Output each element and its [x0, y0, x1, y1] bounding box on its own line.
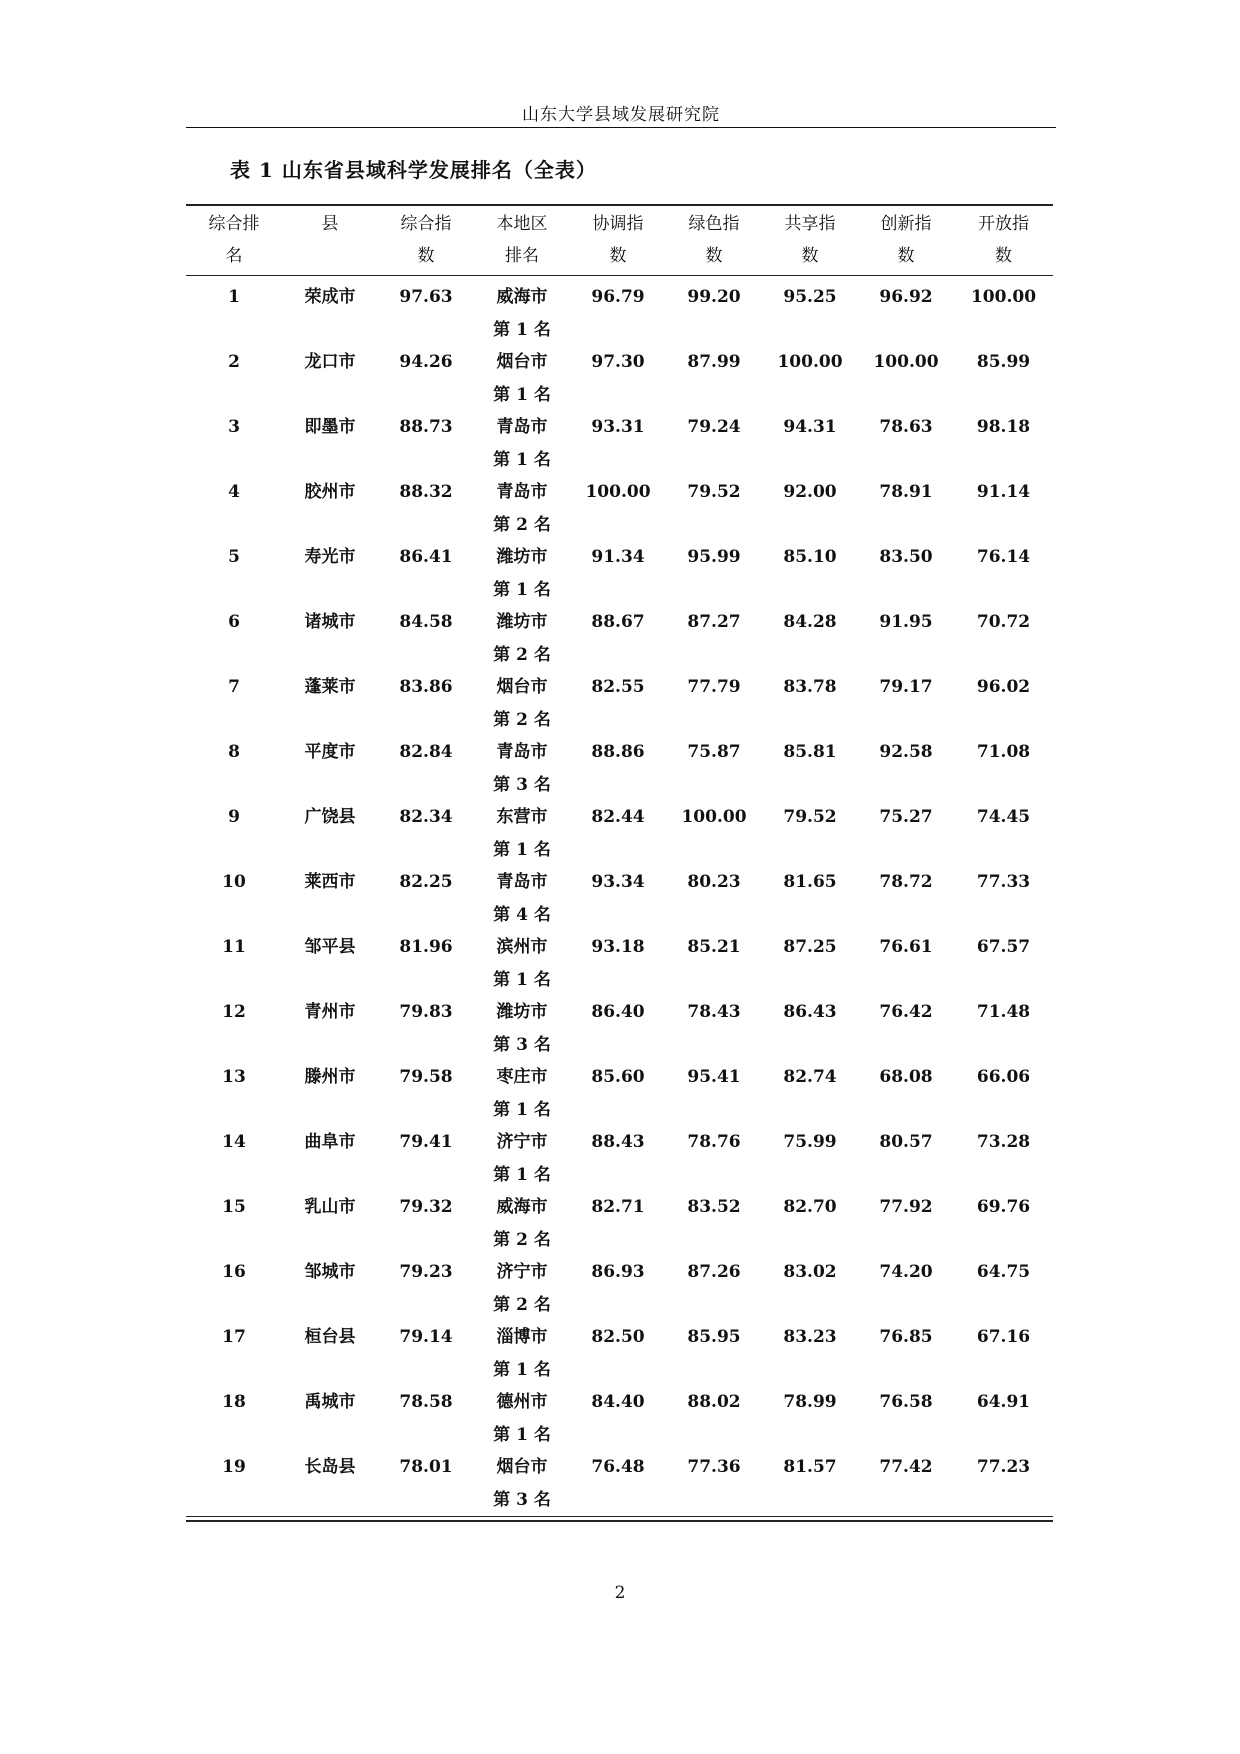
coordination-index-cell: 100.00 — [585, 482, 651, 502]
coordination-index-cell: 97.30 — [591, 352, 645, 372]
region-name: 青岛市 — [496, 482, 548, 502]
region-rank-cell — [474, 1256, 570, 1321]
region-name: 烟台市 — [496, 1457, 548, 1477]
table-header-row — [186, 206, 1053, 274]
innovation-index-cell: 77.92 — [879, 1197, 933, 1217]
region-name: 青岛市 — [496, 742, 548, 762]
column-header-line: 数 — [609, 246, 627, 266]
openness-index-cell: 71.48 — [976, 1002, 1031, 1022]
table-row — [186, 1061, 1053, 1126]
innovation-index-cell: 78.72 — [879, 872, 933, 892]
ranking-table-body — [186, 276, 1053, 1516]
rank-cell: 14 — [222, 1132, 246, 1152]
innovation-index-cell: 91.95 — [879, 612, 933, 632]
green-index-cell: 85.21 — [687, 937, 741, 957]
coordination-index-cell: 93.18 — [591, 937, 645, 957]
region-rank-cell — [474, 801, 570, 866]
green-index-cell: 77.36 — [687, 1457, 741, 1477]
table-row — [186, 1126, 1053, 1191]
coordination-index-cell: 82.44 — [591, 807, 645, 827]
rank-cell: 3 — [228, 417, 240, 437]
page-number: 2 — [614, 1583, 626, 1603]
composite-index-cell: 97.63 — [399, 287, 453, 307]
region-name: 威海市 — [496, 1197, 548, 1217]
green-index-cell: 100.00 — [681, 807, 747, 827]
green-index-cell: 85.95 — [687, 1327, 741, 1347]
region-rank-cell — [474, 1386, 570, 1451]
green-index-cell: 80.23 — [687, 872, 741, 892]
column-header-line: 排名 — [505, 246, 539, 266]
region-name: 烟台市 — [496, 677, 548, 697]
ranking-table-container — [186, 204, 1053, 1522]
table-row — [186, 671, 1053, 736]
openness-index-cell: 74.45 — [976, 807, 1031, 827]
coordination-index-cell: 91.34 — [591, 547, 645, 567]
region-rank: 第 2 名 — [493, 514, 551, 535]
openness-index-cell: 85.99 — [976, 352, 1031, 372]
innovation-index-cell: 76.42 — [879, 1002, 933, 1022]
region-name: 枣庄市 — [496, 1067, 548, 1087]
region-rank-cell — [474, 1451, 570, 1516]
table-row — [186, 866, 1053, 931]
region-name: 潍坊市 — [496, 1002, 548, 1022]
region-name: 滨州市 — [496, 937, 548, 957]
coordination-index-cell: 82.55 — [591, 677, 645, 697]
rank-cell: 6 — [228, 612, 240, 632]
column-header — [474, 206, 570, 274]
sharing-index-cell: 79.52 — [783, 807, 837, 827]
rank-cell: 9 — [228, 807, 240, 827]
region-rank-cell — [474, 346, 570, 411]
rank-cell: 16 — [222, 1262, 246, 1282]
column-header-line: 数 — [417, 246, 435, 266]
table-row — [186, 1321, 1053, 1386]
composite-index-cell: 79.83 — [399, 1002, 453, 1022]
innovation-index-cell: 78.91 — [879, 482, 933, 502]
region-rank: 第 1 名 — [493, 384, 551, 405]
county-cell: 桓台县 — [304, 1327, 356, 1347]
region-rank-cell — [474, 866, 570, 931]
region-rank: 第 3 名 — [493, 774, 551, 795]
region-rank-cell — [474, 1191, 570, 1256]
region-name: 淄博市 — [496, 1327, 548, 1347]
openness-index-cell: 69.76 — [976, 1197, 1031, 1217]
table-title: 表 1 山东省县域科学发展排名（全表） — [230, 158, 597, 182]
composite-index-cell: 86.41 — [399, 547, 453, 567]
region-name: 潍坊市 — [496, 612, 548, 632]
county-cell: 青州市 — [304, 1002, 356, 1022]
county-cell: 诸城市 — [304, 612, 356, 632]
column-header-line: 综合指 — [400, 214, 452, 234]
page-header: 山东大学县域发展研究院 — [522, 105, 720, 125]
region-rank-cell — [474, 671, 570, 736]
innovation-index-cell: 76.58 — [879, 1392, 933, 1412]
green-index-cell: 88.02 — [687, 1392, 741, 1412]
county-cell: 胶州市 — [304, 482, 356, 502]
table-row — [186, 476, 1053, 541]
openness-index-cell: 73.28 — [976, 1132, 1031, 1152]
column-header — [186, 206, 282, 274]
region-rank: 第 1 名 — [493, 319, 551, 340]
region-rank: 第 1 名 — [493, 1099, 551, 1120]
county-cell: 邹城市 — [304, 1262, 356, 1282]
column-header-line: 数 — [801, 246, 819, 266]
column-header-line: 开放指 — [978, 214, 1029, 234]
region-rank: 第 1 名 — [493, 1359, 551, 1380]
region-rank-cell — [474, 276, 570, 346]
coordination-index-cell: 96.79 — [591, 287, 645, 307]
green-index-cell: 95.41 — [687, 1067, 741, 1087]
innovation-index-cell: 76.85 — [879, 1327, 933, 1347]
openness-index-cell: 71.08 — [976, 742, 1031, 762]
green-index-cell: 75.87 — [687, 742, 741, 762]
column-header — [378, 206, 474, 274]
column-header-line: 数 — [995, 246, 1012, 266]
county-cell: 曲阜市 — [304, 1132, 356, 1152]
openness-index-cell: 64.91 — [976, 1392, 1031, 1412]
region-name: 青岛市 — [496, 872, 548, 892]
rank-cell: 4 — [228, 482, 240, 502]
rank-cell: 1 — [228, 287, 240, 307]
coordination-index-cell: 88.43 — [591, 1132, 645, 1152]
column-header-line: 数 — [897, 246, 915, 266]
column-header-line: 本地区 — [496, 214, 548, 234]
composite-index-cell: 82.34 — [399, 807, 453, 827]
table-row — [186, 1191, 1053, 1256]
sharing-index-cell: 85.10 — [783, 547, 837, 567]
coordination-index-cell: 85.60 — [591, 1067, 645, 1087]
rank-cell: 17 — [222, 1327, 246, 1347]
composite-index-cell: 94.26 — [399, 352, 453, 372]
column-header — [858, 206, 954, 274]
region-rank-cell — [474, 411, 570, 476]
composite-index-cell: 78.58 — [399, 1392, 453, 1412]
sharing-index-cell: 75.99 — [783, 1132, 837, 1152]
rank-cell: 11 — [222, 937, 246, 957]
sharing-index-cell: 81.65 — [783, 872, 837, 892]
region-name: 济宁市 — [496, 1262, 548, 1282]
sharing-index-cell: 83.78 — [783, 677, 837, 697]
sharing-index-cell: 92.00 — [783, 482, 837, 502]
county-cell: 即墨市 — [304, 417, 356, 437]
coordination-index-cell: 93.31 — [591, 417, 645, 437]
rank-cell: 10 — [222, 872, 246, 892]
table-row — [186, 606, 1053, 671]
green-index-cell: 99.20 — [687, 287, 741, 307]
region-rank: 第 1 名 — [493, 449, 551, 470]
openness-index-cell: 98.18 — [976, 417, 1031, 437]
composite-index-cell: 82.25 — [399, 872, 453, 892]
green-index-cell: 87.99 — [687, 352, 741, 372]
composite-index-cell: 81.96 — [399, 937, 453, 957]
county-cell: 平度市 — [304, 742, 356, 762]
table-bottom-rule-double — [186, 1520, 1053, 1522]
composite-index-cell: 79.41 — [399, 1132, 453, 1152]
region-rank: 第 3 名 — [493, 1034, 551, 1055]
green-index-cell: 77.79 — [687, 677, 741, 697]
region-rank: 第 2 名 — [493, 709, 551, 730]
county-cell: 邹平县 — [304, 937, 356, 957]
innovation-index-cell: 68.08 — [879, 1067, 933, 1087]
openness-index-cell: 67.16 — [976, 1327, 1031, 1347]
innovation-index-cell: 83.50 — [879, 547, 933, 567]
region-rank: 第 4 名 — [493, 904, 551, 925]
sharing-index-cell: 95.25 — [783, 287, 837, 307]
table-row — [186, 736, 1053, 801]
region-rank: 第 1 名 — [493, 839, 551, 860]
rank-cell: 15 — [222, 1197, 246, 1217]
innovation-index-cell: 96.92 — [879, 287, 933, 307]
innovation-index-cell: 79.17 — [879, 677, 933, 697]
coordination-index-cell: 86.93 — [591, 1262, 645, 1282]
coordination-index-cell: 76.48 — [591, 1457, 645, 1477]
region-rank: 第 3 名 — [493, 1489, 551, 1510]
green-index-cell: 79.24 — [687, 417, 741, 437]
region-rank: 第 1 名 — [493, 1164, 551, 1185]
county-cell: 龙口市 — [304, 352, 356, 372]
openness-index-cell: 66.06 — [976, 1067, 1031, 1087]
sharing-index-cell: 86.43 — [783, 1002, 837, 1022]
region-rank-cell — [474, 1061, 570, 1126]
composite-index-cell: 88.73 — [399, 417, 453, 437]
innovation-index-cell: 75.27 — [879, 807, 933, 827]
sharing-index-cell: 84.28 — [783, 612, 837, 632]
county-cell: 乳山市 — [304, 1197, 356, 1217]
ranking-table — [186, 206, 1053, 274]
table-row — [186, 931, 1053, 996]
region-rank: 第 1 名 — [493, 1424, 551, 1445]
column-header-line: 县 — [321, 214, 339, 234]
county-cell: 禹城市 — [304, 1392, 356, 1412]
innovation-index-cell: 74.20 — [879, 1262, 933, 1282]
table-row — [186, 1256, 1053, 1321]
region-rank-cell — [474, 996, 570, 1061]
column-header — [666, 206, 762, 274]
region-rank-cell — [474, 476, 570, 541]
column-header-line: 共享指 — [784, 214, 836, 234]
composite-index-cell: 82.84 — [399, 742, 453, 762]
green-index-cell: 78.76 — [687, 1132, 741, 1152]
column-header-line: 综合排 — [208, 214, 260, 234]
composite-index-cell: 88.32 — [399, 482, 453, 502]
header-rule — [186, 127, 1056, 128]
column-header — [570, 206, 666, 274]
column-header-line: 创新指 — [880, 214, 932, 234]
rank-cell: 18 — [222, 1392, 246, 1412]
innovation-index-cell: 100.00 — [873, 352, 939, 372]
innovation-index-cell: 80.57 — [879, 1132, 933, 1152]
composite-index-cell: 78.01 — [399, 1457, 453, 1477]
openness-index-cell: 64.75 — [976, 1262, 1031, 1282]
rank-cell: 8 — [228, 742, 240, 762]
table-row — [186, 1451, 1053, 1516]
region-rank: 第 2 名 — [493, 1229, 551, 1250]
region-rank: 第 1 名 — [493, 969, 551, 990]
column-header — [762, 206, 858, 274]
rank-cell: 2 — [228, 352, 240, 372]
openness-index-cell: 77.23 — [976, 1457, 1031, 1477]
region-name: 东营市 — [496, 807, 548, 827]
column-header-line: 绿色指 — [688, 214, 740, 234]
rank-cell: 5 — [228, 547, 240, 567]
coordination-index-cell: 82.50 — [591, 1327, 645, 1347]
region-name: 威海市 — [496, 287, 548, 307]
openness-index-cell: 70.72 — [976, 612, 1031, 632]
coordination-index-cell: 93.34 — [591, 872, 645, 892]
openness-index-cell: 76.14 — [976, 547, 1031, 567]
region-name: 潍坊市 — [496, 547, 548, 567]
sharing-index-cell: 82.74 — [783, 1067, 837, 1087]
county-cell: 寿光市 — [304, 547, 356, 567]
column-header-line: 名 — [225, 246, 243, 266]
sharing-index-cell: 83.23 — [783, 1327, 837, 1347]
green-index-cell: 87.26 — [687, 1262, 741, 1282]
innovation-index-cell: 78.63 — [879, 417, 933, 437]
coordination-index-cell: 88.86 — [591, 742, 645, 762]
innovation-index-cell: 92.58 — [879, 742, 933, 762]
openness-index-cell: 91.14 — [976, 482, 1031, 502]
table-row — [186, 801, 1053, 866]
county-cell: 长岛县 — [304, 1457, 356, 1477]
openness-index-cell: 77.33 — [976, 872, 1031, 892]
region-rank-cell — [474, 1126, 570, 1191]
sharing-index-cell: 94.31 — [783, 417, 837, 437]
table-row — [186, 346, 1053, 411]
innovation-index-cell: 77.42 — [879, 1457, 933, 1477]
county-cell: 莱西市 — [304, 872, 356, 892]
table-bottom-rule — [186, 1516, 1053, 1517]
rank-cell: 12 — [222, 1002, 246, 1022]
composite-index-cell: 79.14 — [399, 1327, 453, 1347]
green-index-cell: 78.43 — [687, 1002, 741, 1022]
sharing-index-cell: 100.00 — [777, 352, 843, 372]
region-name: 青岛市 — [496, 417, 548, 437]
region-name: 济宁市 — [496, 1132, 548, 1152]
coordination-index-cell: 86.40 — [591, 1002, 645, 1022]
sharing-index-cell: 81.57 — [783, 1457, 837, 1477]
green-index-cell: 83.52 — [687, 1197, 741, 1217]
table-row — [186, 411, 1053, 476]
sharing-index-cell: 78.99 — [783, 1392, 837, 1412]
composite-index-cell: 83.86 — [399, 677, 453, 697]
green-index-cell: 87.27 — [687, 612, 741, 632]
coordination-index-cell: 88.67 — [591, 612, 645, 632]
composite-index-cell: 79.32 — [399, 1197, 453, 1217]
table-row — [186, 541, 1053, 606]
region-rank: 第 1 名 — [493, 579, 551, 600]
composite-index-cell: 79.58 — [399, 1067, 453, 1087]
region-name: 德州市 — [496, 1392, 548, 1412]
column-header-line: 数 — [705, 246, 723, 266]
rank-cell: 13 — [222, 1067, 246, 1087]
column-header — [954, 206, 1053, 274]
green-index-cell: 95.99 — [687, 547, 741, 567]
column-header — [282, 206, 378, 274]
county-cell: 荣成市 — [304, 287, 356, 307]
sharing-index-cell: 82.70 — [783, 1197, 837, 1217]
county-cell: 蓬莱市 — [304, 677, 356, 697]
openness-index-cell: 67.57 — [976, 937, 1031, 957]
table-row — [186, 1386, 1053, 1451]
rank-cell: 19 — [222, 1457, 246, 1477]
innovation-index-cell: 76.61 — [879, 937, 933, 957]
region-rank-cell — [474, 736, 570, 801]
region-rank-cell — [474, 931, 570, 996]
table-row — [186, 276, 1053, 346]
region-rank-cell — [474, 606, 570, 671]
sharing-index-cell: 83.02 — [783, 1262, 837, 1282]
composite-index-cell: 84.58 — [399, 612, 453, 632]
openness-index-cell: 96.02 — [976, 677, 1031, 697]
column-header-line: 协调指 — [592, 214, 644, 234]
coordination-index-cell: 82.71 — [591, 1197, 645, 1217]
green-index-cell: 79.52 — [687, 482, 741, 502]
region-name: 烟台市 — [496, 352, 548, 372]
coordination-index-cell: 84.40 — [591, 1392, 645, 1412]
table-row — [186, 996, 1053, 1061]
region-rank: 第 2 名 — [493, 1294, 551, 1315]
table-body — [186, 276, 1053, 1516]
region-rank: 第 2 名 — [493, 644, 551, 665]
county-cell: 滕州市 — [304, 1067, 356, 1087]
rank-cell: 7 — [228, 677, 240, 697]
openness-index-cell: 100.00 — [970, 287, 1037, 307]
region-rank-cell — [474, 1321, 570, 1386]
region-rank-cell — [474, 541, 570, 606]
composite-index-cell: 79.23 — [399, 1262, 453, 1282]
sharing-index-cell: 85.81 — [783, 742, 837, 762]
county-cell: 广饶县 — [304, 807, 356, 827]
sharing-index-cell: 87.25 — [783, 937, 837, 957]
